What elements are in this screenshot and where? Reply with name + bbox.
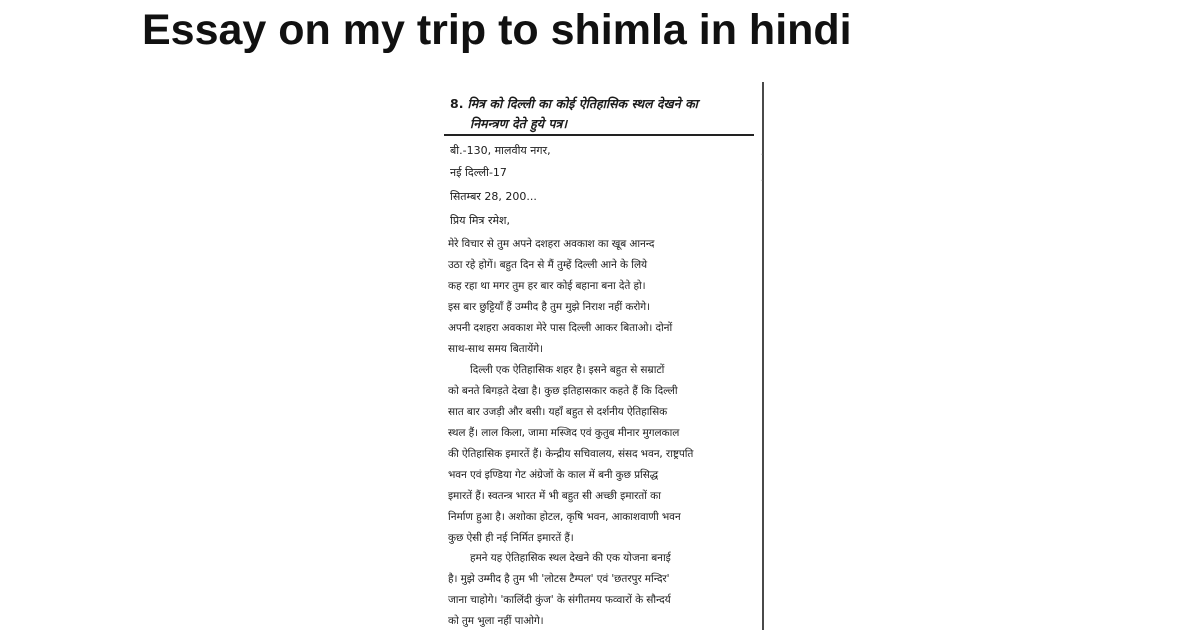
- scanned-letter-page: [420, 82, 764, 630]
- paragraph-line: अपनी दशहरा अवकाश मेरे पास दिल्ली आकर बिताओ। दोनों: [448, 322, 673, 334]
- paragraph-line: को तुम भुला नहीं पाओगे।: [448, 615, 544, 627]
- letter-date: सितम्बर 28, 200...: [450, 190, 537, 203]
- paragraph-line: उठा रहे होगें। बहुत दिन से मैं तुम्हें दिल्ली आने के लिये: [448, 259, 647, 271]
- paragraph-line: जाना चाहोगे। 'कालिंदी कुंज' के संगीतमय फव्वारों के सौन्दर्य: [448, 594, 671, 606]
- address-line-2: नई दिल्ली-17: [450, 166, 507, 179]
- salutation: प्रिय मित्र रमेश,: [450, 214, 511, 227]
- paragraph-line: हमने यह ऐतिहासिक स्थल देखने की एक योजना बनाई: [470, 552, 671, 564]
- paragraph-line: इमारतें हैं। स्वतन्त्र भारत में भी बहुत सी अच्छी इमारतों का: [448, 490, 661, 502]
- scan-speck: ·: [760, 150, 764, 161]
- question-line-2: निमन्त्रण देते हुये पत्र।: [470, 116, 568, 131]
- paragraph-line: कह रहा था मगर तुम हर बार कोई बहाना बना देते हो।: [448, 280, 646, 292]
- paragraph-line: साथ-साथ समय बितायेंगे।: [448, 343, 543, 355]
- paragraph-line: की ऐतिहासिक इमारतें हैं। केन्द्रीय सचिवालय, संसद भवन, राष्ट्रपति: [448, 448, 694, 460]
- heading-divider: [444, 134, 754, 136]
- slide-title: Essay on my trip to shimla in hindi: [142, 6, 852, 54]
- question-line-1: मित्र को दिल्ली का कोई ऐतिहासिक स्थल देखने का: [467, 96, 698, 111]
- paragraph-2: [448, 360, 754, 549]
- paragraph-line: सात बार उजड़ी और बसी। यहाँ बहुत से दर्शनीय ऐतिहासिक: [448, 406, 668, 418]
- paragraph-line: को बनते बिगड़ते देखा है। कुछ इतिहासकार कहते हैं कि दिल्ली: [448, 385, 678, 397]
- paragraph-line: स्थल हैं। लाल किला, जामा मस्जिद एवं कुतुब मीनार मुगलकाल: [448, 427, 680, 439]
- paragraph-3: [448, 548, 754, 630]
- paragraph-line: भवन एवं इण्डिया गेट अंग्रेजों के काल में बनी कुछ प्रसिद्ध: [448, 469, 659, 481]
- paragraph-1: [448, 234, 754, 360]
- paragraph-line: है। मुझे उम्मीद है तुम भी 'लोटस टैम्पल' एवं 'छतरपुर मन्दिर': [448, 573, 670, 585]
- paragraph-line: कुछ ऐसी ही नई निर्मित इमारतें हैं।: [448, 532, 574, 544]
- paragraph-line: दिल्ली एक ऐतिहासिक शहर है। इसने बहुत से सम्राटों: [470, 364, 665, 376]
- address-line-1: बी.-130, मालवीय नगर,: [450, 144, 551, 157]
- question-heading: [450, 94, 754, 134]
- question-number: 8.: [450, 96, 464, 111]
- scan-speck: ·: [760, 176, 764, 187]
- paragraph-line: इस बार छुट्टियाँ हैं उम्मीद है तुम मुझे निराश नहीं करोगे।: [448, 301, 650, 313]
- paragraph-line: मेरे विचार से तुम अपने दशहरा अवकाश का खूब आनन्द: [448, 238, 655, 250]
- paragraph-line: निर्माण हुआ है। अशोका होटल, कृषि भवन, आकाशवाणी भवन: [448, 511, 681, 523]
